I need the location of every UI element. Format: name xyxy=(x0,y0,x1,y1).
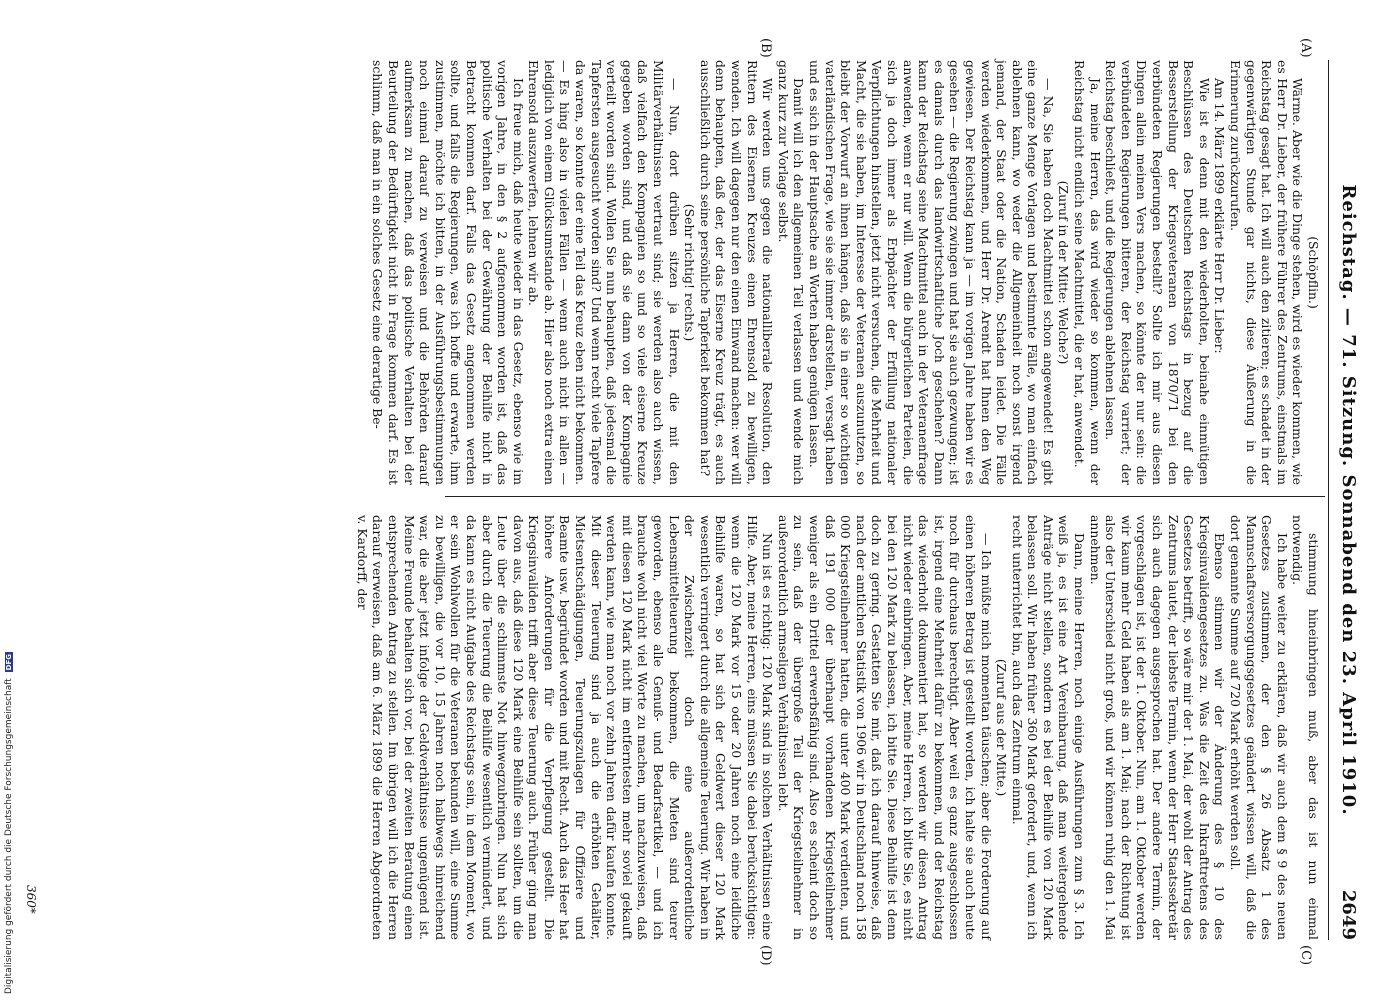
paragraph: Ebenso stimmen wir der Änderung des § 10 des Kriegsinvalidengesetzes zu. Was die Zeit des Inkrafttretens des Gesetzes betrifft, so wäre mir der 1. Mai, der wohl der Antrag des Zentrums lautet, der liebste Termin, wenn der Herr Staatssekretär sich auch dagegen ausgesprochen hat. Der andere Termin, der vorgeschlagen ist, ist der 1. Oktober. Nun, am 1. Oktober werden wir kaum mehr Geld haben als am 1. Mai; nach der Richtung ist also der Unterschied nicht groß, und wir können ruhig den 1. Mai annehmen. xyxy=(1087,515,1228,940)
paragraph: Ja, meine Herren, das wird wieder so kommen, wenn der Reichstag nicht endlich seine Machtmittel, die er hat, anwendet. xyxy=(1072,60,1103,485)
paragraph: — Ich müßte mich momentan täuschen; aber die Forderung auf einen höheren Betrag ist gestellt worden, ich halte sie auch heute noch für durchaus berechtigt. Aber weil es ganz ausgeschlossen ist, irgend eine Mehrheit dafür zu bekommen, und der Reichstag das wiederholt dokumentiert hat, so werden wir diesen Antrag nicht wieder einbringen. Aber, meine Herren, ich bitte Sie, es nicht bei den 120 Mark zu belassen, ich bitte Sie. Diese Beihilfe ist denn doch zu gering. Gestatten Sie mir, daß ich darauf hinweise, daß nach der amtlichen Statistik von 1906 wir in Deutschland noch 158 000 Kriegsteilnehmer hatten, die unter 400 Mark verdienten, und daß 191 000 der überhaupt vorhandenen Kriegsteilnehmer weniger als ein Drittel erwerbsfähig sind. Also es scheint doch so zu sein, daß der übergroße Teil der Kriegsteilnehmer in außerordentlich armseligen Verhältnissen lebt. xyxy=(775,515,994,940)
paragraph: Ich habe weiter zu erklären, daß wir auch dem § 9 des neuen Gesetzes zustimmen, der den § 26 Absatz 1 des Mannschaftsversorgungsgesetzes geändert wissen will, daß die dort genannte Summe auf 720 Mark erhöht werden soll. xyxy=(1228,515,1290,940)
paragraph: Wie ist es denn mit den wiederholten, beinahe einmütigen Beschlüssen des Deutschen Reichstags in bezug auf die Besserstellung der Kriegsveteranen von 1870/71 bei den verbündeten Regierungen bestellt? Sollte ich mir aus diesen Dingen allein meinen Vers machen, so könnte der nur sein: die verbündeten Regierungen bitteren, der Reichstag varriert; der Reichstag beschließt, und die Regierungen ablehnen lassen. xyxy=(1103,60,1212,485)
page-header xyxy=(1331,60,1361,940)
page-title: Reichstag. — 71. Sitzung. Sonnabend den 23. April 1910. xyxy=(1338,184,1359,816)
page-number: 2649 xyxy=(1338,889,1359,940)
right-column xyxy=(354,515,1321,940)
paragraph: (Zuruf aus der Mitte.) xyxy=(994,658,1010,797)
margin-letter-c: (C) xyxy=(1298,945,1313,966)
column-divider xyxy=(445,496,1325,497)
left-column xyxy=(370,60,1321,485)
paragraph: (Zuruf in der Mitte: Welche?) xyxy=(1056,180,1072,365)
paragraph: (Schöpflin.) xyxy=(1306,236,1321,309)
margin-letter-b: (B) xyxy=(758,38,773,58)
digitization-note: Digitalisierung gefördert durch die Deutsche Forschungsgemeinschaft xyxy=(4,678,14,994)
dfg-logo: DFG xyxy=(5,654,13,671)
paragraph: Wärme. Aber wie die Dinge stehen, wird es wieder kommen, wie es Herr Dr. Lieber, der frühere Führer des Zentrums, einstmals im Reichstag gesagt hat. Ich will auch den zitieren; es schadet in der gegenwärtigen Stunde gar nichts, diese Äußerung in die Erinnerung zurückzurufen. xyxy=(1228,60,1306,485)
paragraph: Nun ist es richtig: 120 Mark sind in solchen Verhältnissen eine Hilfe. Aber, meine Herren, eins müssen Sie dabei berücksichtigen: wenn die 120 Mark vor 15 oder 20 Jahren noch eine leidliche Beihilfe waren, so hat sich der Geldwert dieser 120 Mark wesentlich verringert durch die allgemeine Teuerung. Wir haben in der Zwischenzeit doch eine außerordentliche Lebensmittelteuerung bekommen, die Mieten sind teurer geworden, ebenso alle Genuß- und Bedarfsartikel, — und ich brauche wohl nicht viel Worte zu machen, um nachzuweisen, daß mit diesen 120 Mark nicht im entferntesten mehr soviel gekauft werden kann, wie man noch vor zehn Jahren dafür kaufen konnte. Mit dieser Teuerung sind ja auch die erhöhten Gehälter, Mietsentschädigungen, Teuerungszulagen für Offiziere und Beamte usw. begründet worden und mit Recht. Auch das Heer hat höhere Anforderungen für die Verpflegung gestellt. Die Kriegsinvaliden trifft aber diese Teuerung auch. Früher ging man davon aus, daß diese 120 Mark eine Beihilfe sein sollten, um die Leute über die schlimmste Not hinwegzubringen. Nun hat sich aber durch die Teuerung die Beihilfe wesentlich vermindert, und da kann es nicht Aufgabe des Reichstags sein, in dem Moment, wo er sein Wohlwollen für die Veteranen bekunden will, eine Summe zu bewilligen, die vor 10, 15 Jahren noch halbwegs hinreichend war, die aber jetzt infolge der Geldverhältnisse ungenügend ist. Meine Freunde behalten sich vor, bei der zweiten Beratung einen entsprechenden Antrag zu stellen. Im übrigen will ich die Herren darauf verweisen, daß am 6. März 1899 die Herren Abgeordneten v. Kardorff, der xyxy=(354,515,776,940)
margin-letter-d: (D) xyxy=(758,945,773,966)
paragraph: (Sehr richtig! rechts.) xyxy=(682,203,698,342)
paragraph: Ich freue mich, daß heute wieder in das Gesetz, ebenso wie im vorigen Jahre, in den § 2 aufgenommen worden ist, daß das politische Verhalten bei der Gewährung der Beihilfe nicht in Betracht kommen darf. Falls das Gesetz angenommen werden sollte, und falls die Regierungen, was ich hoffe und erwarte, ihm zustimmen, möchte ich bitten, in der Ausführungsbestimmungen noch einmal darauf zu verweisen und die Behörden darauf aufmerksam zu machen, daß das politische Verhalten bei der Beurteilung der Bedürftigkeit nicht in Frage kommen darf. Es ist schlimm, daß man in ein solches Gesetz eine derartige Be- xyxy=(370,60,526,485)
paragraph: Dann, meine Herren, noch einige Ausführungen zum § 3. Ich weiß ja, es ist eine Art Vereinbarung, daß man weitergehende Anträge nicht stellen, sondern es bei der Beihilfe von 120 Mark belassen soll. Wir haben früher 360 Mark gefordert, und, wenn ich recht unterrichtet bin, auch das Zentrum einmal. xyxy=(1009,515,1088,940)
paragraph: stimmung hineinbringen muß, aber das ist nun einmal notwendig. xyxy=(1290,515,1321,940)
header-rule xyxy=(1328,60,1329,940)
margin-letter-a: (A) xyxy=(1298,38,1313,58)
paragraph: — Na, Sie haben doch Machtmittel schon angewendet! Es gibt eine ganze Menge Vorlagen und bestimmte Fälle, wo man einfach ablehnen kann, wo weder die Allgemeinheit noch sonst irgend jemand, der Staat oder die Nation, Schaden leidet. Die Fälle werden wiederkommen, und Herr Dr. Arendt hat Ihnen den Weg gewiesen. Der Reichstag kann ja — im vorigen Jahre haben wir es gesehen — die Regierung zwingen und hat sie auch gezwungen; ist es damals durch das landwirtschaftliche Joch geschehen? Dann kann der Reichstag seine Machtmittel auch in der Veteranenfrage anwenden, wenn er nur will. Wenn die bürgerlichen Parteien, die sich ja doch immer als Erbpächter der Erfüllung nationaler Verpflichtungen hinstellen, jetzt nicht versuchen, die Mehrheit und Macht, die sie haben, im Interesse der Veteranen auszunutzen, so bleibt der Vorwurf an ihnen hängen, daß sie in einer so wichtigen vaterländischen Frage, wie sie sie immer darstellen, versagt haben und es sich in der Hauptsache an Worten haben genügen lassen. xyxy=(807,60,1056,485)
sheet-number: 360* xyxy=(24,885,38,914)
paragraph: Am 14. März 1899 erklärte Herr Dr. Lieber: xyxy=(1212,78,1228,354)
paragraph: Damit will ich den allgemeinen Teil verlassen und wende mich ganz kurz zur Vorlage selbst. xyxy=(775,60,807,485)
paragraph: Wir werden uns gegen die nationalliberale Resolution, den Rittern des Eisernen Kreuzes einen Ehrensold zu bewilligen, wenden. Ich will dagegen nur den einen Einwand machen: wer will denn behaupten, daß der, der das Eiserne Kreuz trägt, es auch ausschließlich durch seine persönliche Tapferkeit bekommen hat? xyxy=(697,60,776,485)
side-note-wrapper xyxy=(4,394,16,994)
paragraph: — Nun, dort drüben sitzen ja Herren, die mit den Militärverhältnissen vertraut sind; sie werden also auch wissen, daß vielfach den Kompagnien so und so viele eiserne Kreuze gegeben worden sind, und daß sie dann von der Kompagnie verteilt worden sind. Wollen Sie nun behaupten, daß jedesmal die Tapfersten ausgesucht worden sind? Und wenn recht viele Tapfere da waren, so konnte der eine Teil das Kreuz eben nicht bekommen. — Es hing also in vielen Fällen — wenn auch nicht in allen — lediglich von einem Glücksumstande ab. Hier also noch extra einen Ehrensold auszuwerfen, lehnen wir ab. xyxy=(526,60,682,485)
